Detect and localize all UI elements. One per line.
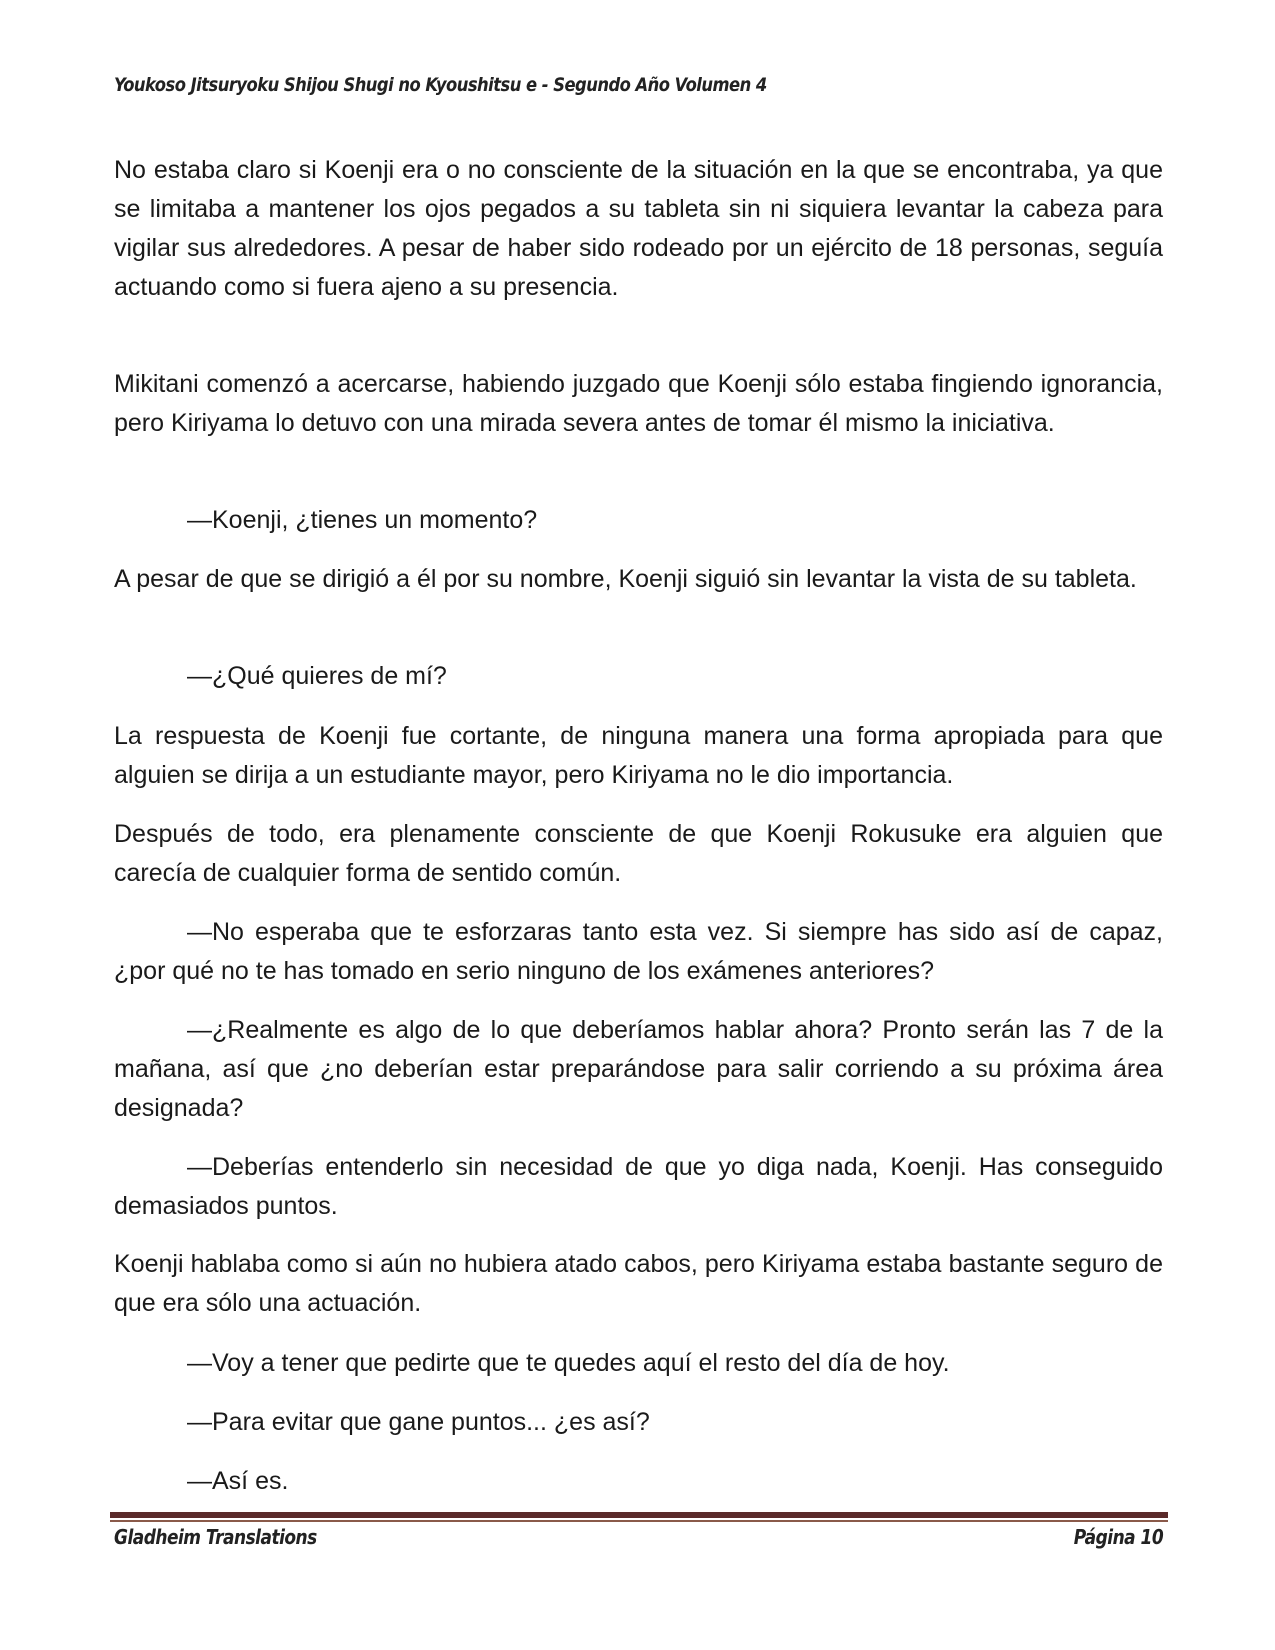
paragraph: Mikitani comenzó a acercarse, habiendo juzgado que Koenji sólo estaba fingiendo ignorancia, pero Kiriyama lo detuvo con una mirada severa antes de tomar él mismo la iniciativa. [114, 370, 1163, 437]
paragraph: No estaba claro si Koenji era o no consciente de la situación en la que se encontraba, ya que se limitaba a mantener los ojos pegados a su tableta sin ni siquiera levantar la cabeza para vigilar sus alrededores. A pesar de haber sido rodeado por un ejército de 18 personas, seguía actuando como si fuera ajeno a su presencia. [114, 156, 1163, 301]
dialogue-line: —No esperaba que te esforzaras tanto esta vez. Si siempre has sido así de capaz, ¿por qué no te has tomado en serio ninguno de los exámenes anteriores? [114, 918, 1163, 985]
footer-translator: Gladheim Translations [114, 1525, 317, 1549]
paragraph: A pesar de que se dirigió a él por su nombre, Koenji siguió sin levantar la vista de su tableta. [114, 565, 1137, 593]
dialogue-line: —Koenji, ¿tienes un momento? [187, 506, 538, 534]
paragraph: Después de todo, era plenamente consciente de que Koenji Rokusuke era alguien que carecía de cualquier forma de sentido común. [114, 820, 1163, 887]
dialogue-line: —Para evitar que gane puntos... ¿es así? [187, 1408, 650, 1436]
dialogue-line: —Voy a tener que pedirte que te quedes aquí el resto del día de hoy. [187, 1349, 950, 1377]
dialogue-line: —¿Qué quieres de mí? [187, 662, 447, 690]
dialogue-line: —Así es. [187, 1467, 289, 1495]
footer-rule-thick [110, 1512, 1168, 1518]
running-header: Youkoso Jitsuryoku Shijou Shugi no Kyoushitsu e - Segundo Año Volumen 4 [114, 74, 767, 96]
paragraph: La respuesta de Koenji fue cortante, de ninguna manera una forma apropiada para que alguien se dirija a un estudiante mayor, pero Kiriyama no le dio importancia. [114, 722, 1163, 789]
footer-page-number: Página 10 [1073, 1525, 1163, 1549]
dialogue-line: —¿Realmente es algo de lo que deberíamos hablar ahora? Pronto serán las 7 de la mañana, así que ¿no deberían estar preparándose para salir corriendo a su próxima área designada? [114, 1016, 1163, 1122]
footer-rule-thin [110, 1520, 1168, 1522]
dialogue-line: —Deberías entenderlo sin necesidad de que yo diga nada, Koenji. Has conseguido demasiados puntos. [114, 1153, 1163, 1220]
paragraph: Koenji hablaba como si aún no hubiera atado cabos, pero Kiriyama estaba bastante seguro de que era sólo una actuación. [114, 1250, 1163, 1317]
